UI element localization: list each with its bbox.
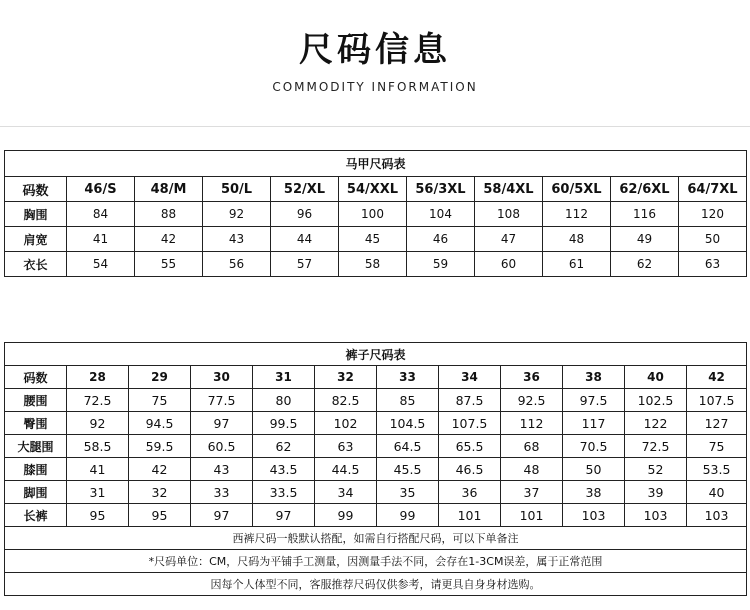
table-cell: 120 — [679, 202, 747, 227]
table-cell: 80 — [253, 389, 315, 412]
vest-size-table — [4, 150, 747, 277]
table-cell: 43.5 — [253, 458, 315, 481]
table-cell: 42 — [135, 227, 203, 252]
size-header: 42 — [687, 366, 747, 389]
table-cell: 56 — [203, 252, 271, 277]
table-cell: 61 — [543, 252, 611, 277]
row-label: 长裤 — [5, 504, 67, 527]
table-row — [5, 202, 747, 227]
table-cell: 60.5 — [191, 435, 253, 458]
table-cell: 53.5 — [687, 458, 747, 481]
size-header: 29 — [129, 366, 191, 389]
row-label: 衣长 — [5, 252, 67, 277]
table-cell: 72.5 — [67, 389, 129, 412]
table-cell: 38 — [563, 481, 625, 504]
table-cell: 54 — [67, 252, 135, 277]
note-line: 因每个人体型不同，客服推荐尺码仅供参考，请更具自身身材选购。 — [5, 573, 747, 596]
pants-size-table — [4, 342, 747, 596]
table-cell: 82.5 — [315, 389, 377, 412]
table-cell: 95 — [67, 504, 129, 527]
table-cell: 97.5 — [563, 389, 625, 412]
table-row — [5, 458, 747, 481]
row-label: 膝围 — [5, 458, 67, 481]
table-cell: 92 — [203, 202, 271, 227]
pants-table-title: 裤子尺码表 — [5, 343, 747, 366]
size-header: 38 — [563, 366, 625, 389]
size-header: 31 — [253, 366, 315, 389]
size-header: 64/7XL — [679, 177, 747, 202]
table-cell: 44 — [271, 227, 339, 252]
row-label: 肩宽 — [5, 227, 67, 252]
table-cell: 102 — [315, 412, 377, 435]
table-cell: 112 — [501, 412, 563, 435]
table-cell: 96 — [271, 202, 339, 227]
table-cell: 35 — [377, 481, 439, 504]
table-cell: 103 — [625, 504, 687, 527]
table-cell: 127 — [687, 412, 747, 435]
table-cell: 116 — [611, 202, 679, 227]
row-label: 大腿围 — [5, 435, 67, 458]
table-row — [5, 227, 747, 252]
table-cell: 92.5 — [501, 389, 563, 412]
size-header: 58/4XL — [475, 177, 543, 202]
table-cell: 75 — [129, 389, 191, 412]
table-cell: 87.5 — [439, 389, 501, 412]
table-cell: 117 — [563, 412, 625, 435]
table-cell: 59.5 — [129, 435, 191, 458]
corner-label: 码数 — [5, 177, 67, 202]
table-cell: 49 — [611, 227, 679, 252]
table-cell: 50 — [563, 458, 625, 481]
row-label: 臀围 — [5, 412, 67, 435]
table-cell: 58 — [339, 252, 407, 277]
note-line: 西裤尺码一般默认搭配，如需自行搭配尺码，可以下单备注 — [5, 527, 747, 550]
table-cell: 104 — [407, 202, 475, 227]
table-cell: 31 — [67, 481, 129, 504]
table-cell: 47 — [475, 227, 543, 252]
table-cell: 63 — [315, 435, 377, 458]
table-cell: 100 — [339, 202, 407, 227]
table-header-row — [5, 366, 747, 389]
table-cell: 65.5 — [439, 435, 501, 458]
table-cell: 103 — [563, 504, 625, 527]
table-cell: 37 — [501, 481, 563, 504]
vest-table-title: 马甲尺码表 — [5, 151, 747, 177]
table-cell: 99 — [377, 504, 439, 527]
table-cell: 33 — [191, 481, 253, 504]
table-cell: 104.5 — [377, 412, 439, 435]
table-cell: 94.5 — [129, 412, 191, 435]
table-cell: 64.5 — [377, 435, 439, 458]
table-cell: 33.5 — [253, 481, 315, 504]
table-row — [5, 389, 747, 412]
size-header: 46/S — [67, 177, 135, 202]
table-row — [5, 435, 747, 458]
size-header: 36 — [501, 366, 563, 389]
table-cell: 40 — [687, 481, 747, 504]
divider — [0, 126, 750, 127]
table-cell: 107.5 — [687, 389, 747, 412]
table-cell: 62 — [253, 435, 315, 458]
size-header: 30 — [191, 366, 253, 389]
table-cell: 57 — [271, 252, 339, 277]
table-cell: 88 — [135, 202, 203, 227]
row-label: 脚围 — [5, 481, 67, 504]
table-cell: 55 — [135, 252, 203, 277]
note-line: *尺码单位：CM，尺码为平铺手工测量，因测量手法不同，会存在1-3CM误差，属于正常范围 — [5, 550, 747, 573]
table-cell: 103 — [687, 504, 747, 527]
table-cell: 84 — [67, 202, 135, 227]
table-cell: 46 — [407, 227, 475, 252]
table-row — [5, 481, 747, 504]
table-cell: 41 — [67, 458, 129, 481]
table-cell: 97 — [191, 412, 253, 435]
table-cell: 48 — [501, 458, 563, 481]
table-cell: 99 — [315, 504, 377, 527]
size-header: 40 — [625, 366, 687, 389]
table-cell: 62 — [611, 252, 679, 277]
table-cell: 85 — [377, 389, 439, 412]
size-header: 62/6XL — [611, 177, 679, 202]
size-header: 54/XXL — [339, 177, 407, 202]
table-cell: 43 — [203, 227, 271, 252]
table-cell: 45.5 — [377, 458, 439, 481]
table-cell: 102.5 — [625, 389, 687, 412]
table-cell: 68 — [501, 435, 563, 458]
size-header: 50/L — [203, 177, 271, 202]
row-label: 腰围 — [5, 389, 67, 412]
table-header-row — [5, 177, 747, 202]
table-cell: 59 — [407, 252, 475, 277]
table-cell: 39 — [625, 481, 687, 504]
table-cell: 97 — [191, 504, 253, 527]
table-cell: 70.5 — [563, 435, 625, 458]
table-cell: 99.5 — [253, 412, 315, 435]
table-cell: 36 — [439, 481, 501, 504]
table-cell: 48 — [543, 227, 611, 252]
table-cell: 58.5 — [67, 435, 129, 458]
size-header: 32 — [315, 366, 377, 389]
table-cell: 63 — [679, 252, 747, 277]
table-cell: 45 — [339, 227, 407, 252]
table-cell: 42 — [129, 458, 191, 481]
size-header: 60/5XL — [543, 177, 611, 202]
size-header: 56/3XL — [407, 177, 475, 202]
table-cell: 77.5 — [191, 389, 253, 412]
size-header: 34 — [439, 366, 501, 389]
table-cell: 46.5 — [439, 458, 501, 481]
table-cell: 34 — [315, 481, 377, 504]
table-cell: 97 — [253, 504, 315, 527]
table-cell: 41 — [67, 227, 135, 252]
table-cell: 50 — [679, 227, 747, 252]
table-cell: 72.5 — [625, 435, 687, 458]
page-title: 尺码信息 — [299, 30, 451, 70]
table-cell: 112 — [543, 202, 611, 227]
size-header: 48/M — [135, 177, 203, 202]
size-header: 28 — [67, 366, 129, 389]
table-row — [5, 504, 747, 527]
table-cell: 92 — [67, 412, 129, 435]
table-cell: 122 — [625, 412, 687, 435]
table-cell: 43 — [191, 458, 253, 481]
table-cell: 107.5 — [439, 412, 501, 435]
size-header: 33 — [377, 366, 439, 389]
table-cell: 44.5 — [315, 458, 377, 481]
row-label: 胸围 — [5, 202, 67, 227]
table-cell: 101 — [501, 504, 563, 527]
table-cell: 75 — [687, 435, 747, 458]
page-subtitle: COMMODITY INFORMATION — [272, 80, 478, 94]
size-header: 52/XL — [271, 177, 339, 202]
table-row — [5, 252, 747, 277]
table-cell: 32 — [129, 481, 191, 504]
corner-label: 码数 — [5, 366, 67, 389]
table-cell: 52 — [625, 458, 687, 481]
table-cell: 101 — [439, 504, 501, 527]
table-cell: 95 — [129, 504, 191, 527]
table-cell: 60 — [475, 252, 543, 277]
table-row — [5, 412, 747, 435]
table-cell: 108 — [475, 202, 543, 227]
